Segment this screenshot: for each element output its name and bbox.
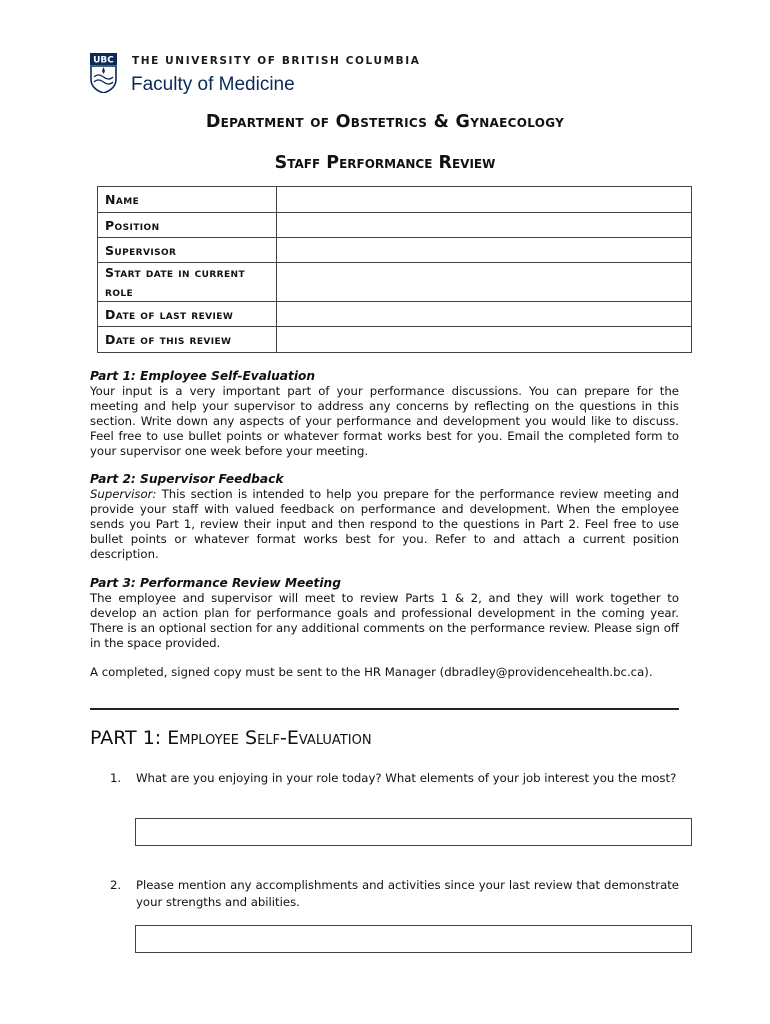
part1-section-title <box>90 727 372 749</box>
question-1 <box>110 770 679 787</box>
part1-heading: Part 1: Employee Self-Evaluation <box>90 369 316 383</box>
part3-heading: Part 3: Performance Review Meeting <box>90 576 341 590</box>
part2-paragraph <box>90 487 679 562</box>
supervisor-label: Supervisor <box>98 238 277 263</box>
employee-info-table <box>97 186 692 353</box>
question-text: What are you enjoying in your role today? What elements of your job interest you the most? <box>136 771 677 785</box>
part3-body: The employee and supervisor will meet to review Parts 1 & 2, and they will work together to develop an action plan for performance goals and professional development in the coming year. There is an optional section for any additional comments on the performance review. Please sign off in the space provided. <box>90 591 679 650</box>
faculty-name: Faculty of Medicine <box>131 74 295 95</box>
part2-body: This section is intended to help you prepare for the performance review meeting and provide your staff with valued feedback on performance and development. When the employee sends you Part 1, review their input and then respond to the questions in Part 2. Feel free to use bullet points or whatever format works best for you. Refer to and attach a current position description. <box>90 487 679 561</box>
table-row <box>98 187 692 213</box>
last-review-date-label: Date of last review <box>98 302 277 327</box>
ubc-crest-logo <box>90 53 117 93</box>
question-text: Please mention any accomplishments and activities since your last review that demonstrate your strengths and abilities. <box>136 878 679 909</box>
supervisor-field[interactable] <box>277 238 692 263</box>
part2-lead: Supervisor: <box>90 487 157 501</box>
start-date-label: Start date in current role <box>98 263 277 302</box>
question-2 <box>110 877 679 911</box>
table-row <box>98 238 692 263</box>
table-row <box>98 263 692 302</box>
table-row <box>98 302 692 327</box>
part1-body: Your input is a very important part of your performance discussions. You can prepare for the meeting and help your supervisor to address any concerns by reflecting on the questions in this section. Write down any aspects of your performance and development you would like to discuss. Feel free to use bullet points or whatever format works best for you. Email the completed form to your supervisor one week before your meeting. <box>90 384 679 458</box>
question-number: 1. <box>110 771 122 785</box>
this-review-date-field[interactable] <box>277 327 692 353</box>
name-label: Name <box>98 187 277 213</box>
section-divider <box>90 708 679 710</box>
closing-text: A completed, signed copy must be sent to the HR Manager (dbradley@providencehealth.bc.ca). <box>90 665 653 679</box>
position-field[interactable] <box>277 213 692 238</box>
part2-instructions <box>90 472 679 562</box>
university-name: THE UNIVERSITY OF BRITISH COLUMBIA <box>132 55 421 67</box>
last-review-date-field[interactable] <box>277 302 692 327</box>
part1-title-text: PART 1: Employee Self-Evaluation <box>90 727 372 749</box>
department-title: Department of Obstetrics & Gynaecology <box>205 112 565 132</box>
closing-note <box>90 665 679 680</box>
logo-text: UBC <box>93 55 114 66</box>
question-number: 2. <box>110 878 122 892</box>
form-title: Staff Performance Review <box>274 153 496 173</box>
this-review-date-label: Date of this review <box>98 327 277 353</box>
part1-instructions <box>90 369 679 459</box>
position-label: Position <box>98 213 277 238</box>
name-field[interactable] <box>277 187 692 213</box>
part3-instructions <box>90 576 679 651</box>
part2-heading: Part 2: Supervisor Feedback <box>90 472 284 486</box>
table-row <box>98 213 692 238</box>
start-date-field[interactable] <box>277 263 692 302</box>
table-row <box>98 327 692 353</box>
question-2-answer-box[interactable] <box>135 925 692 953</box>
question-1-answer-box[interactable] <box>135 818 692 846</box>
